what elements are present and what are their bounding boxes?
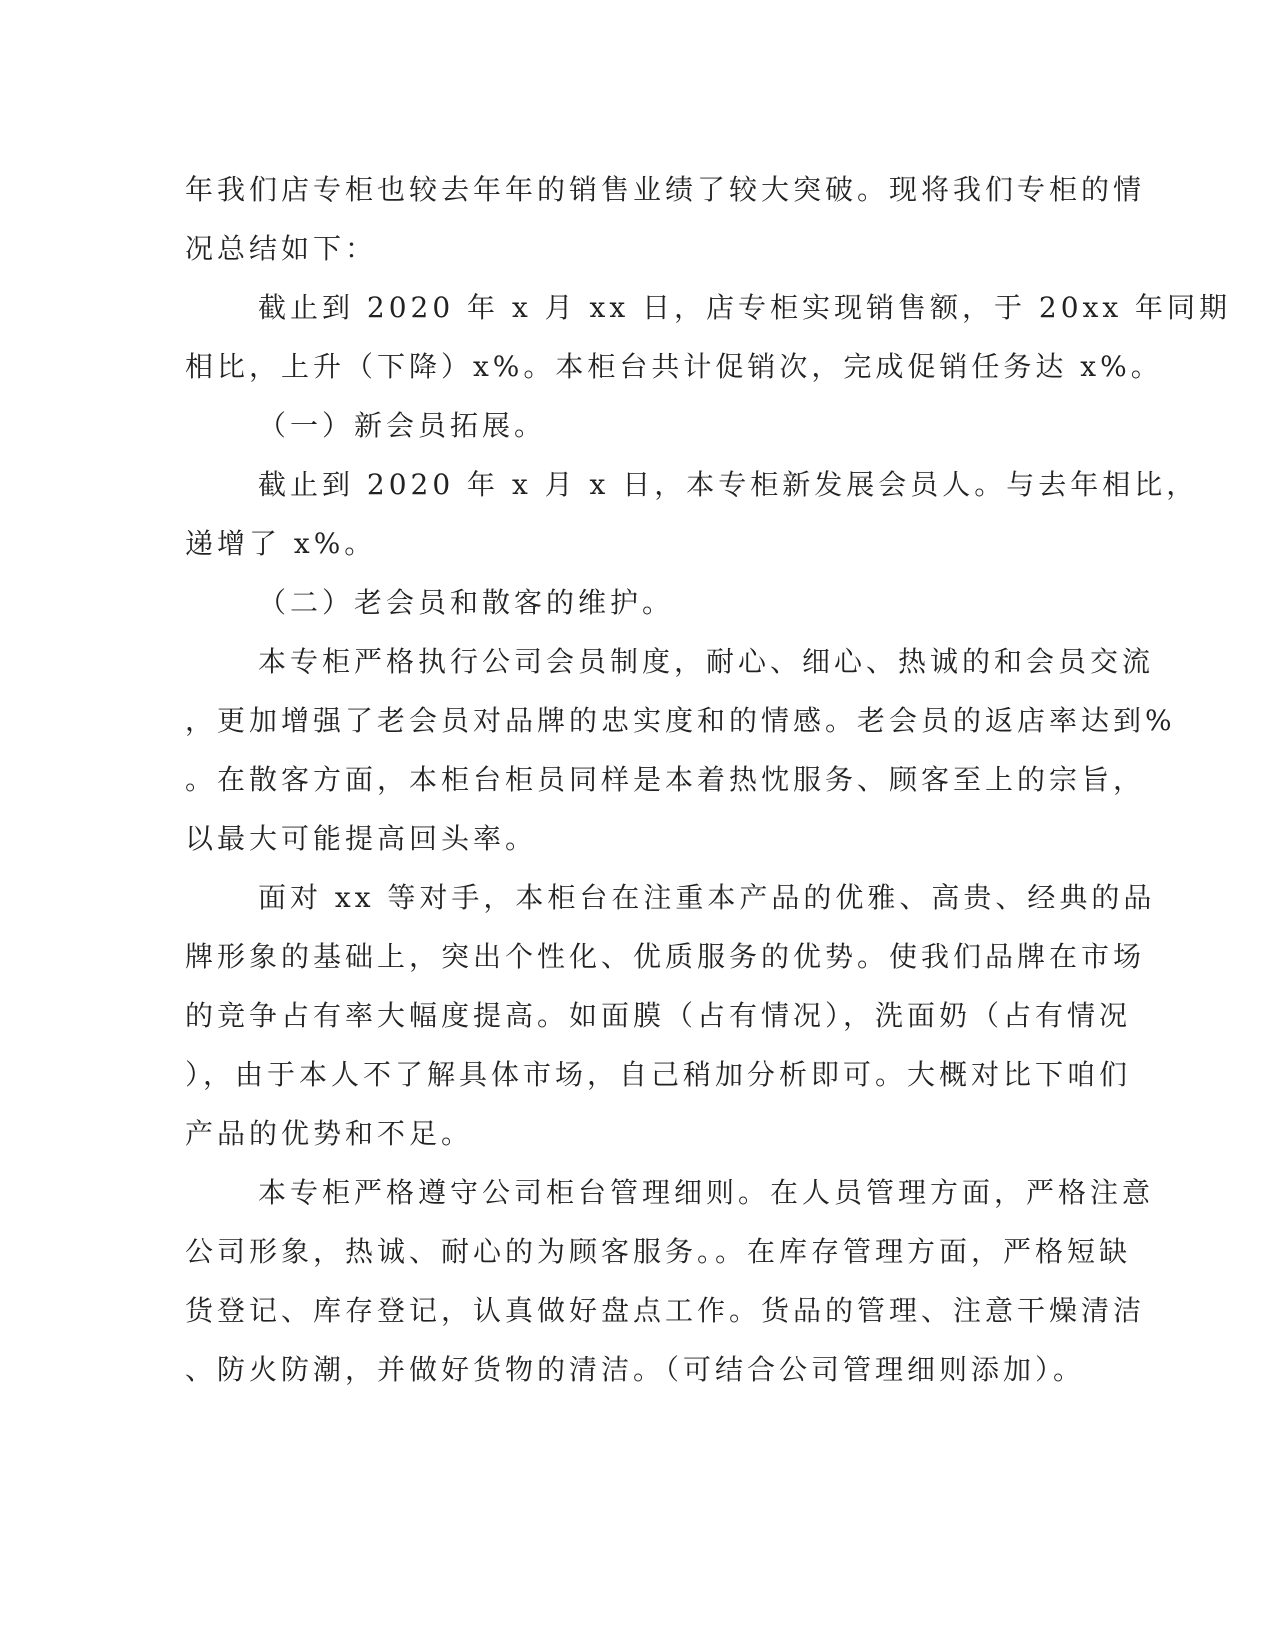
paragraph-line: 牌形象的基础上，突出个性化、优质服务的优势。使我们品牌在市场 bbox=[185, 940, 1146, 973]
document-body bbox=[185, 160, 1232, 1399]
paragraph-line: 本专柜严格执行公司会员制度，耐心、细心、热诚的和会员交流 bbox=[258, 645, 1155, 678]
section-heading: （一）新会员拓展。 bbox=[258, 409, 547, 442]
paragraph-line: 。在散客方面，本柜台柜员同样是本着热忱服务、顾客至上的宗旨， bbox=[185, 763, 1146, 796]
paragraph-line: 截止到 2020 年 x 月 x 日，本专柜新发展会员人。与去年相比， bbox=[258, 468, 1199, 501]
paragraph-line: 面对 xx 等对手，本柜台在注重本产品的优雅、高贵、经典的品 bbox=[258, 881, 1156, 914]
paragraph-line: 公司形象，热诚、耐心的为顾客服务。。在库存管理方面，严格短缺 bbox=[185, 1235, 1132, 1268]
paragraph-line: 况总结如下： bbox=[185, 232, 378, 265]
paragraph-line: 相比，上升（下降）x%。本柜台共计促销次，完成促销任务达 x%。 bbox=[185, 350, 1163, 383]
paragraph-line: 以最大可能提高回头率。 bbox=[185, 822, 538, 855]
paragraph-line: ，更加增强了老会员对品牌的忠实度和的情感。老会员的返店率达到% bbox=[185, 704, 1176, 737]
paragraph-line: ），由于本人不了解具体市场，自己稍加分析即可。大概对比下咱们 bbox=[185, 1058, 1132, 1091]
paragraph-line: 产品的优势和不足。 bbox=[185, 1117, 474, 1150]
paragraph-line: 截止到 2020 年 x 月 xx 日，店专柜实现销售额，于 20xx 年同期 bbox=[258, 291, 1232, 324]
paragraph-line: 、防火防潮，并做好货物的清洁。（可结合公司管理细则添加）。 bbox=[185, 1353, 1086, 1386]
paragraph-line: 年我们店专柜也较去年年的销售业绩了较大突破。现将我们专柜的情 bbox=[185, 173, 1146, 206]
paragraph-line: 本专柜严格遵守公司柜台管理细则。在人员管理方面，严格注意 bbox=[258, 1176, 1155, 1209]
paragraph-line: 的竞争占有率大幅度提高。如面膜（占有情况），洗面奶（占有情况 bbox=[185, 999, 1132, 1032]
paragraph-line: 递增了 x%。 bbox=[185, 527, 377, 560]
paragraph-line: 货登记、库存登记，认真做好盘点工作。货品的管理、注意干燥清洁 bbox=[185, 1294, 1146, 1327]
section-heading: （二）老会员和散客的维护。 bbox=[258, 586, 675, 619]
